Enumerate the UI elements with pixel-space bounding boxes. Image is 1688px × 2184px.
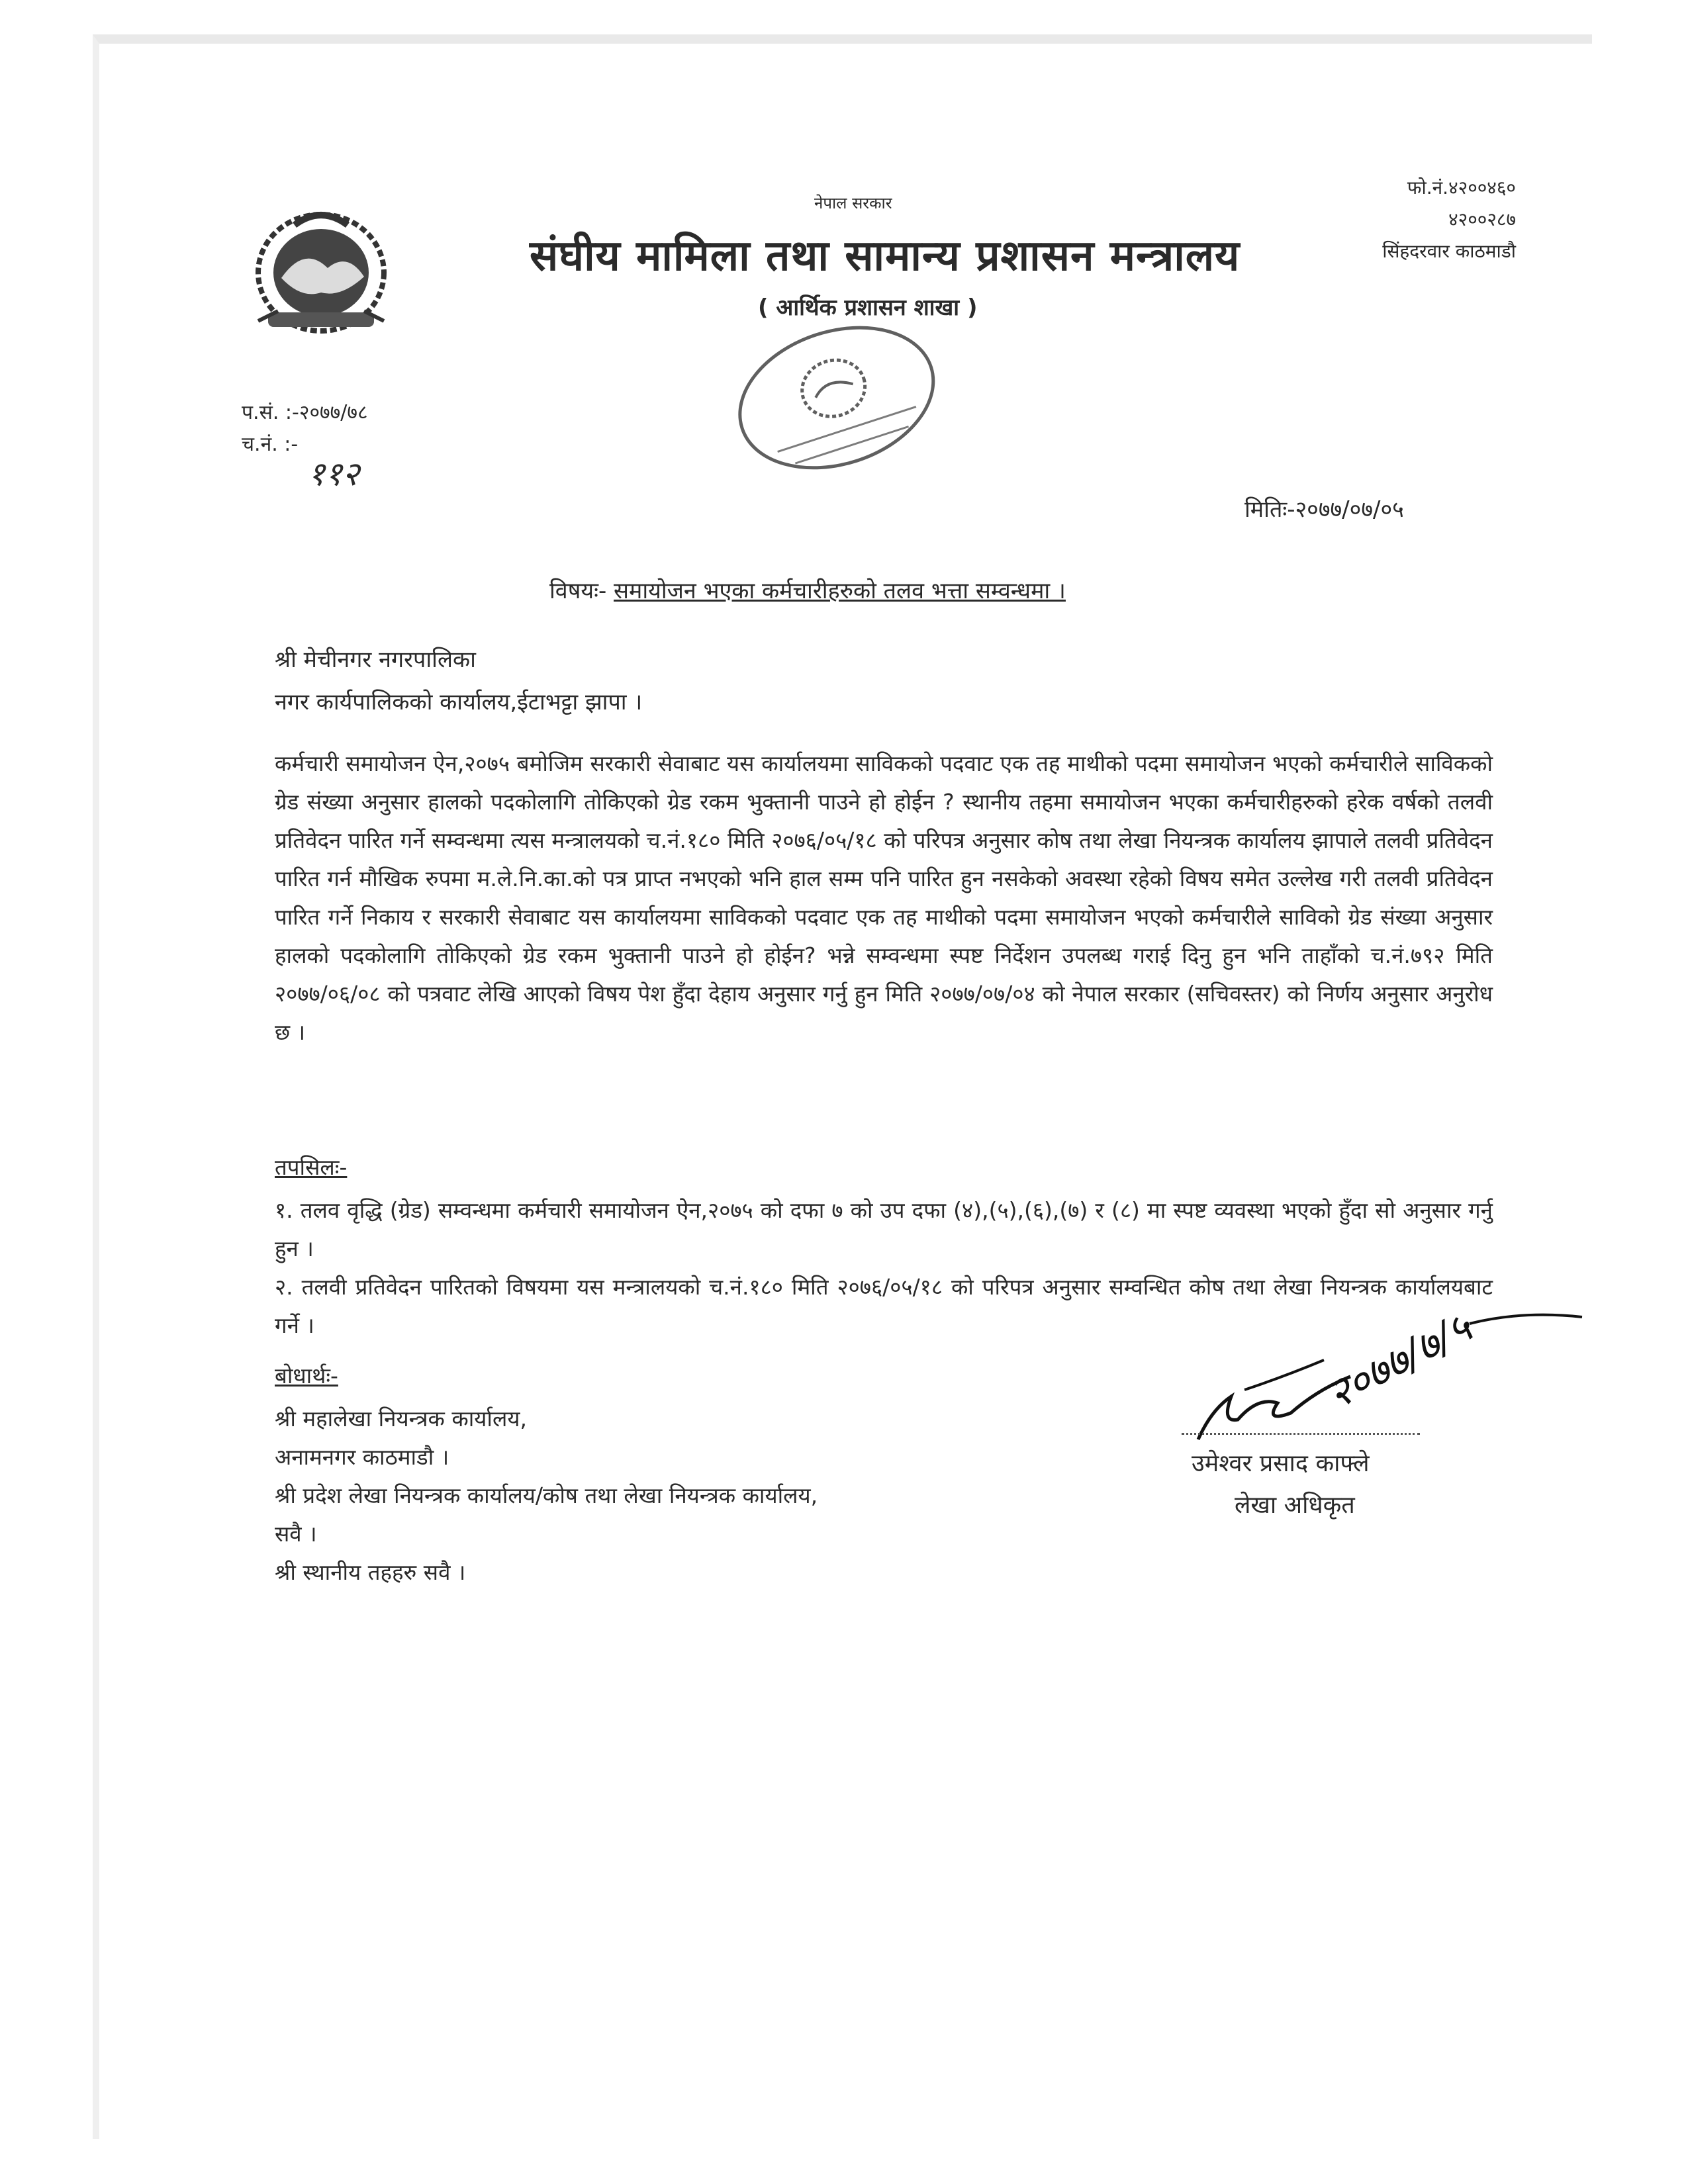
details-heading: तपसिलः-: [275, 1154, 348, 1180]
copy-to-line-4: सवै ।: [275, 1521, 317, 1547]
body-paragraph: कर्मचारी समायोजन ऐन,२०७५ बमोजिम सरकारी सेवाबाट यस कार्यालयमा साविकको पदवाट एक तह माथीको पदमा समायोजन भएको कर्मचारीले साविकको ग्रेड संख्या अनुसार हालको पदकोलागि तोकिएको ग्रेड रकम भुक्तानी पाउने हो होईन ? स्थानीय तहमा समायोजन भएका कर्मचारीहरुको हरेक वर्षको तलवी प्रतिवेदन पारित गर्ने सम्वन्धमा त्यस मन्त्रालयको च.नं.१८० मिति २०७६/०५/१८ को परिपत्र अनुसार कोष तथा लेखा नियन्त्रक कार्यालय झापाले तलवी प्रतिवेदन पारित गर्न मौखिक रुपमा म.ले.नि.का.को पत्र प्राप्त नभएको भनि हाल सम्म पनि पारित हुन नसकेको अवस्था रहेको विषय समेत उल्लेख गरी तलवी प्रतिवेदन पारित गर्ने निकाय र सरकारी सेवाबाट यस कार्यालयमा साविकको पदवाट एक तह माथीको पदमा समायोजन भएको कर्मचारीले साविको ग्रेड संख्या अनुसार हालको पदकोलागि तोकिएको ग्रेड रकम भुक्तानी पाउने हो होईन? भन्ने सम्वन्धमा स्पष्ट निर्देशन उपलब्ध गराई दिनु हुन भनि ताहाँको च.नं.७९२ मिति २०७७/०६/०८ को पत्रवाट लेखि आएको विषय पेश हुँदा देहाय अनुसार गर्नु हुन मिति २०७७/०७/०४ को नेपाल सरकार (सचिवस्तर) को निर्णय अनुसार अनुरोध छ ।: [275, 751, 1493, 1045]
signatory-name: उमेश्वर प्रसाद काफ्ले: [1192, 1450, 1370, 1477]
letter-number: प.सं. :-२०७७/७८: [242, 401, 368, 424]
recipient-block: [275, 639, 642, 723]
contact-block: [1337, 172, 1516, 267]
subject-text: समायोजन भएका कर्मचारीहरुको तलव भत्ता सम्वन्धमा ।: [614, 578, 1066, 604]
ministry-title: संघीय मामिला तथा सामान्य प्रशासन मन्त्रालय: [530, 231, 1241, 281]
copy-to-list: [275, 1400, 818, 1592]
phone-number-2: ४२००२८७: [1448, 208, 1516, 230]
recipient-line-1: श्री मेचीनगर नगरपालिका: [275, 647, 476, 673]
copy-to-line-1: श्री महालेखा नियन्त्रक कार्यालय,: [275, 1406, 527, 1432]
handwritten-signature: [1185, 1297, 1595, 1456]
copy-to-line-5: श्री स्थानीय तहहरु सवै ।: [275, 1559, 466, 1585]
branch-name: ( आर्थिक प्रशासन शाखा ): [758, 295, 978, 321]
recipient-line-2: नगर कार्यपालिकको कार्यालय,ईटाभट्टा झापा ।: [275, 689, 643, 715]
letter-date: मितिः-२०७७/०७/०५: [1244, 496, 1404, 523]
handwritten-dispatch-number: ११२: [308, 455, 359, 493]
signature-line: [1182, 1433, 1420, 1435]
copy-to-heading: बोधार्थः-: [275, 1363, 338, 1388]
subject-label: विषयः-: [549, 578, 607, 604]
details-item-1: १. तलव वृद्धि (ग्रेड) सम्वन्धमा कर्मचारी समायोजन ऐन,२०७५ को दफा ७ को उप दफा (४),(५),(६),(७) र (८) मा स्पष्ट व्यवस्था भएको हुँदा सो अनुसार गर्नु हुन ।: [275, 1197, 1493, 1261]
nepal-emblem-logo: [242, 199, 400, 344]
signatory-title: लेखा अधिकृत: [1235, 1492, 1355, 1519]
copy-to-line-3: श्री प्रदेश लेखा नियन्त्रक कार्यालय/कोष तथा लेखा नियन्त्रक कार्यालय,: [275, 1482, 818, 1508]
details-item-2: २. तलवी प्रतिवेदन पारितको विषयमा यस मन्त्रालयको च.नं.१८० मिति २०७६/०५/१८ को परिपत्र अनुसार सम्वन्धित कोष तथा लेखा नियन्त्रक कार्यालयबाट गर्ने ।: [275, 1274, 1493, 1338]
subject-line: [549, 574, 1066, 605]
government-label: नेपाल सरकार: [814, 194, 892, 212]
phone-number-1: फो.नं.४२००४६०: [1407, 177, 1516, 199]
dispatch-number-label: च.नं. :-: [242, 433, 299, 456]
official-seal-stamp: [702, 324, 980, 496]
signature-date: २०७७/७/५: [1319, 1302, 1479, 1419]
copy-to-line-2: अनामनगर काठमाडौ ।: [275, 1444, 449, 1470]
office-address: सिंहदरवार काठमाडौ: [1382, 240, 1516, 262]
